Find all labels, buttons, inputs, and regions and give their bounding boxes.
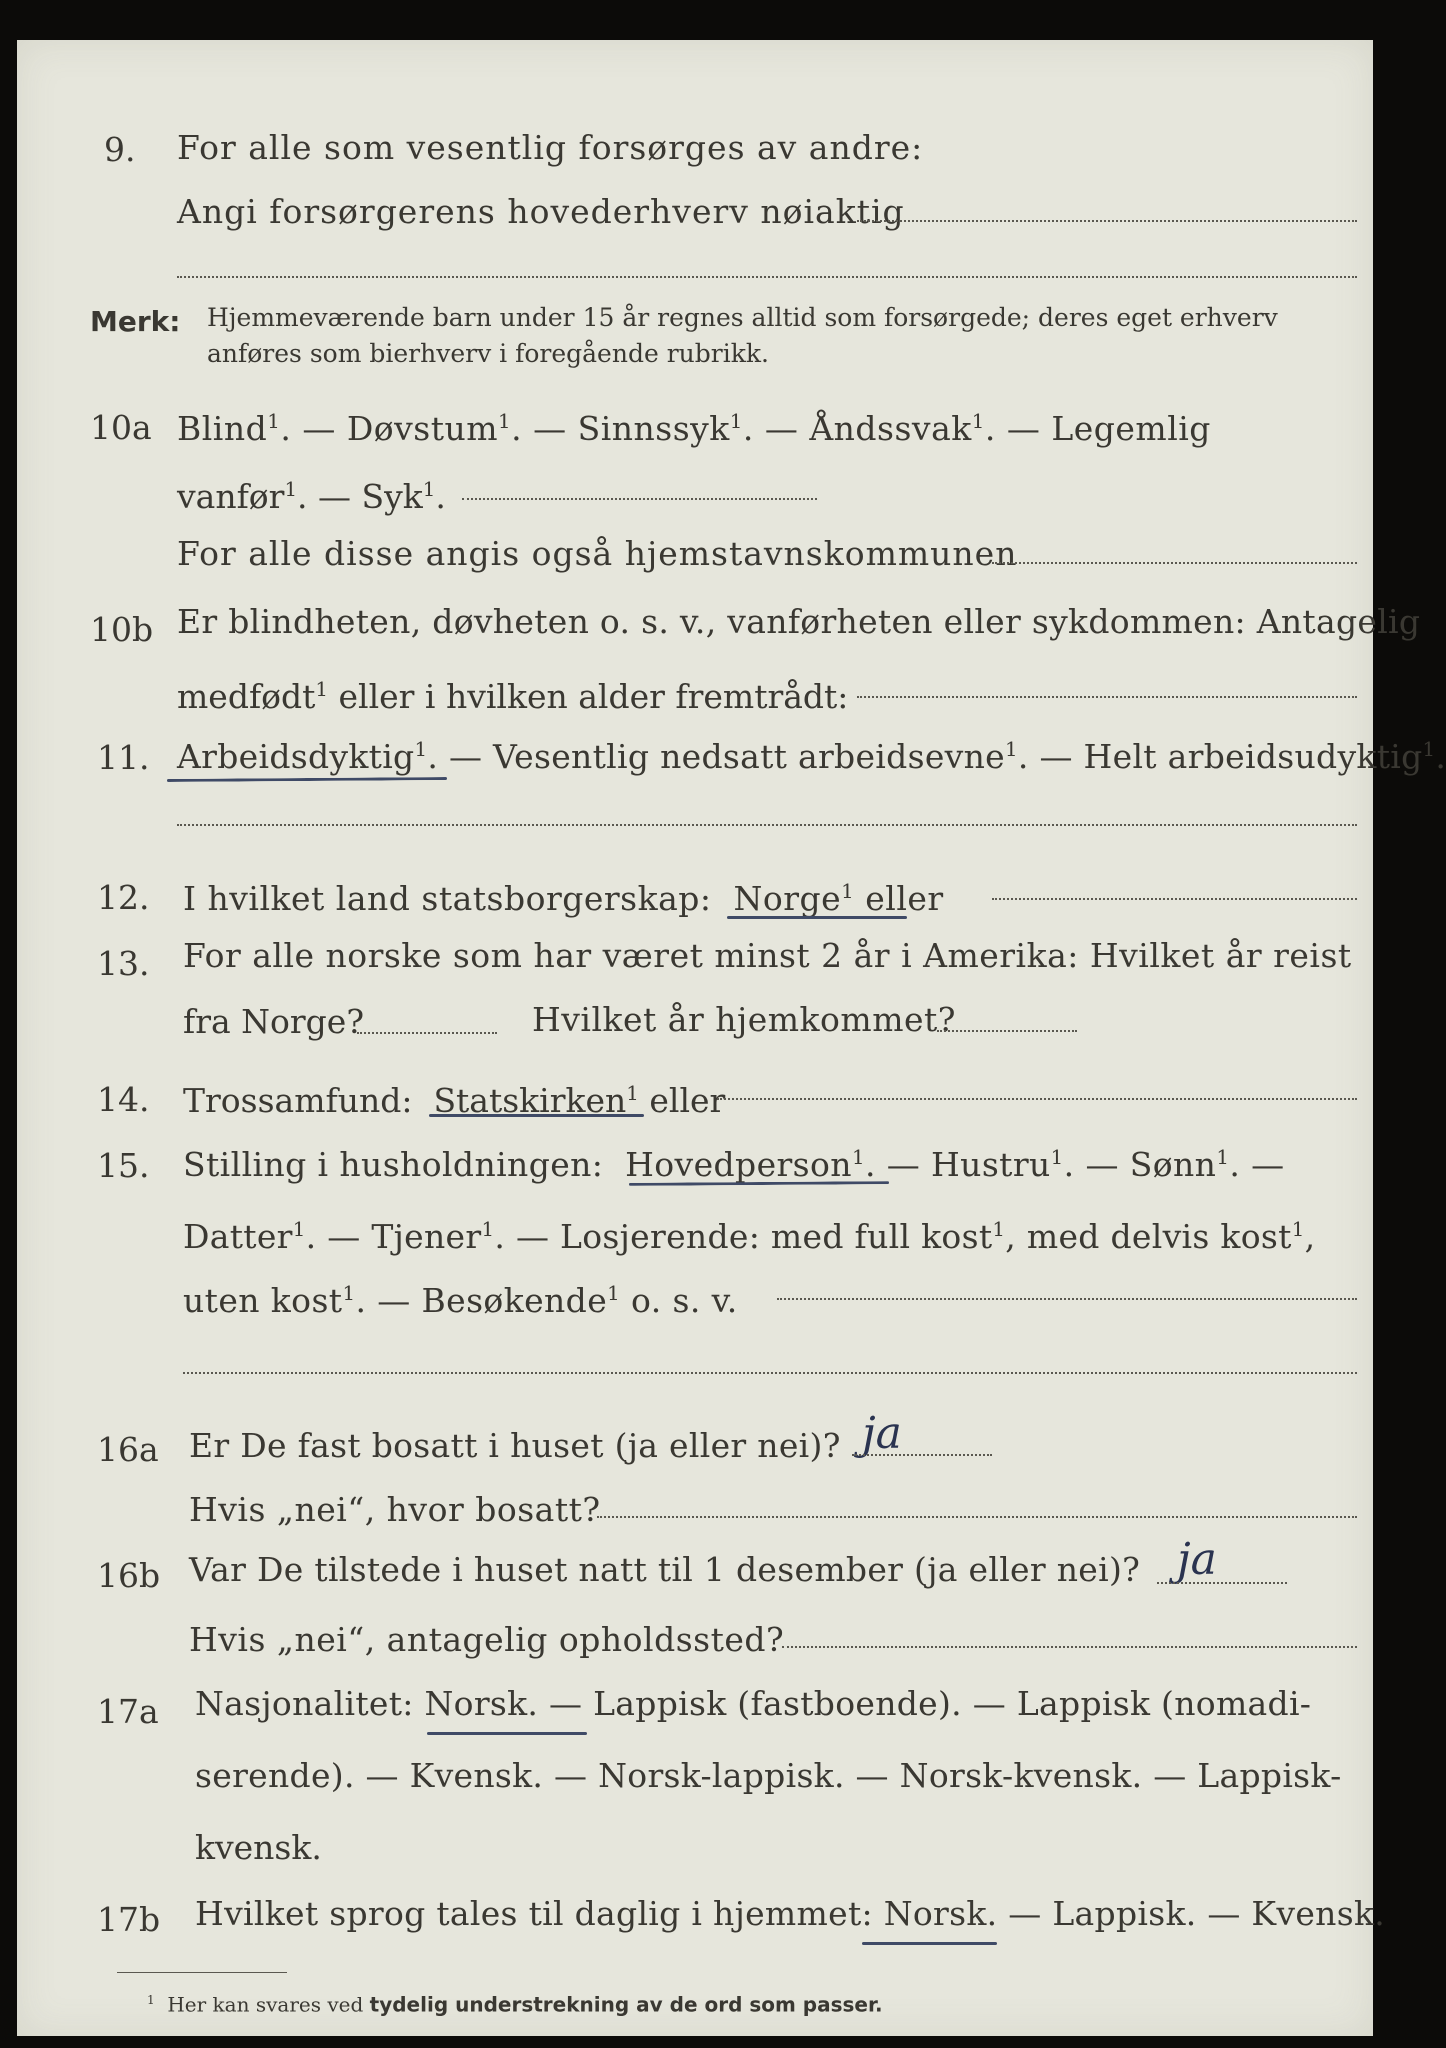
q11-answer-line[interactable] — [177, 824, 1357, 826]
q9-line1: For alle som vesentlig forsørges av andre: — [177, 128, 924, 167]
q10a-answer-line[interactable] — [462, 498, 817, 500]
q15-line2: Datter$^1$. — Tjener$^1$. — Losjerende: med full kost$^1$, med delvis kost$^1$, — [183, 1217, 1316, 1256]
q16a-line1: Er De fast bosatt i huset (ja eller nei)? — [189, 1426, 841, 1465]
q15-underline-hovedperson — [629, 1181, 889, 1186]
q9-number: 9. — [104, 130, 136, 169]
q16a-line2: Hvis „nei“, hvor bosatt? — [189, 1490, 601, 1529]
q10a-line2: vanfør$^1$. — Syk$^1$. — [177, 477, 446, 516]
q13-reist-line[interactable] — [357, 1032, 497, 1034]
q17a-underline-norsk — [427, 1732, 587, 1735]
q16b-line2: Hvis „nei“, antagelig opholdssted? — [189, 1620, 785, 1659]
q13-hjemkommet-line[interactable] — [937, 1030, 1077, 1032]
q13-line1: For alle norske som har været minst 2 år i Amerika: Hvilket år reist — [183, 936, 1352, 975]
q12-answer-line[interactable] — [992, 898, 1357, 900]
q14-number: 14. — [97, 1080, 150, 1119]
q14-line: Trossamfund: Statskirken$^1$ eller — [183, 1081, 726, 1120]
q13-line2b: Hvilket år hjemkommet? — [532, 1000, 956, 1039]
q16a-handwritten-answer: ja — [862, 1408, 902, 1459]
q17b-number: 17b — [97, 1900, 161, 1939]
q10b-answer-line[interactable] — [857, 696, 1357, 698]
q15-answer-line-2[interactable] — [183, 1372, 1357, 1374]
q9-line2: Angi forsørgerens hovederhverv nøiaktig — [177, 192, 905, 231]
q13-number: 13. — [97, 944, 150, 983]
q16b-line1: Var De tilstede i huset natt til 1 desember (ja eller nei)? — [189, 1550, 1141, 1589]
q16b-opholdssted-line[interactable] — [782, 1646, 1357, 1648]
merk-line1: Hjemmeværende barn under 15 år regnes alltid som forsørgede; deres eget erhverv — [207, 303, 1278, 332]
q17a-line2: serende). — Kvensk. — Norsk-lappisk. — Norsk-kvensk. — Lappisk- — [195, 1756, 1342, 1795]
q12-line: I hvilket land statsborgerskap: Norge$^1$ eller — [183, 879, 944, 918]
q11-line: Arbeidsdyktig$^1$. — Vesentlig nedsatt arbeidsevne$^1$. — Helt arbeidsudyktig$^1$. — [177, 737, 1446, 776]
q15-number: 15. — [97, 1146, 150, 1185]
q10a-line1: Blind$^1$. — Døvstum$^1$. — Sinnssyk$^1$. — Åndssvak$^1$. — Legemlig — [177, 409, 1211, 448]
q17b-line1: Hvilket sprog tales til daglig i hjemmet: Norsk. — Lappisk. — Kvensk. — [195, 1894, 1386, 1933]
q11-number: 11. — [97, 738, 150, 777]
q10a-line3: For alle disse angis også hjemstavnskommunen — [177, 534, 1018, 573]
q17a-line3: kvensk. — [195, 1828, 322, 1867]
q11-underline-arbeidsdyktig — [167, 777, 447, 782]
q10a-hjemstavn-line[interactable] — [992, 562, 1357, 564]
q14-answer-line[interactable] — [717, 1098, 1357, 1100]
q16a-bosatt-line[interactable] — [597, 1516, 1357, 1518]
merk-label: Merk: — [90, 305, 181, 338]
q10a-number: 10a — [90, 408, 152, 447]
q16b-answer-line[interactable] — [1157, 1582, 1287, 1584]
q10b-number: 10b — [90, 610, 154, 649]
q16b-number: 16b — [97, 1556, 161, 1595]
q17a-line1: Nasjonalitet: Norsk. — Lappisk (fastboende). — Lappisk (nomadi- — [195, 1684, 1312, 1723]
q9-answer-line-2[interactable] — [177, 276, 1357, 278]
q10b-line2: medfødt$^1$ eller i hvilken alder fremtrådt: — [177, 677, 849, 716]
footnote-divider — [117, 1972, 287, 1973]
q16a-answer-line[interactable] — [852, 1454, 992, 1456]
census-form-page — [17, 40, 1446, 2036]
q15-line3: uten kost$^1$. — Besøkende$^1$ o. s. v. — [183, 1281, 738, 1320]
q13-line2a: fra Norge? — [183, 1002, 365, 1041]
q16a-number: 16a — [97, 1430, 159, 1469]
q15-answer-line[interactable] — [777, 1298, 1357, 1300]
q16b-handwritten-answer: ja — [1177, 1534, 1217, 1585]
q9-answer-line[interactable] — [857, 220, 1357, 222]
q14-underline-statskirken — [429, 1114, 644, 1117]
q12-number: 12. — [97, 878, 150, 917]
merk-line2: anføres som bierhverv i foregående rubrikk. — [207, 339, 769, 368]
q15-line1: Stilling i husholdningen: Hovedperson$^1$. — Hustru$^1$. — Sønn$^1$. — — [183, 1145, 1285, 1184]
footnote: $^1$ Her kan svares ved tydelig understrekning av de ord som passer. — [147, 1992, 883, 2017]
q17b-underline-norsk — [862, 1942, 997, 1945]
q10b-line1: Er blindheten, døvheten o. s. v., vanførheten eller sykdommen: Antagelig — [177, 602, 1421, 641]
q17a-number: 17a — [97, 1692, 159, 1731]
q12-underline-norge — [727, 916, 907, 919]
